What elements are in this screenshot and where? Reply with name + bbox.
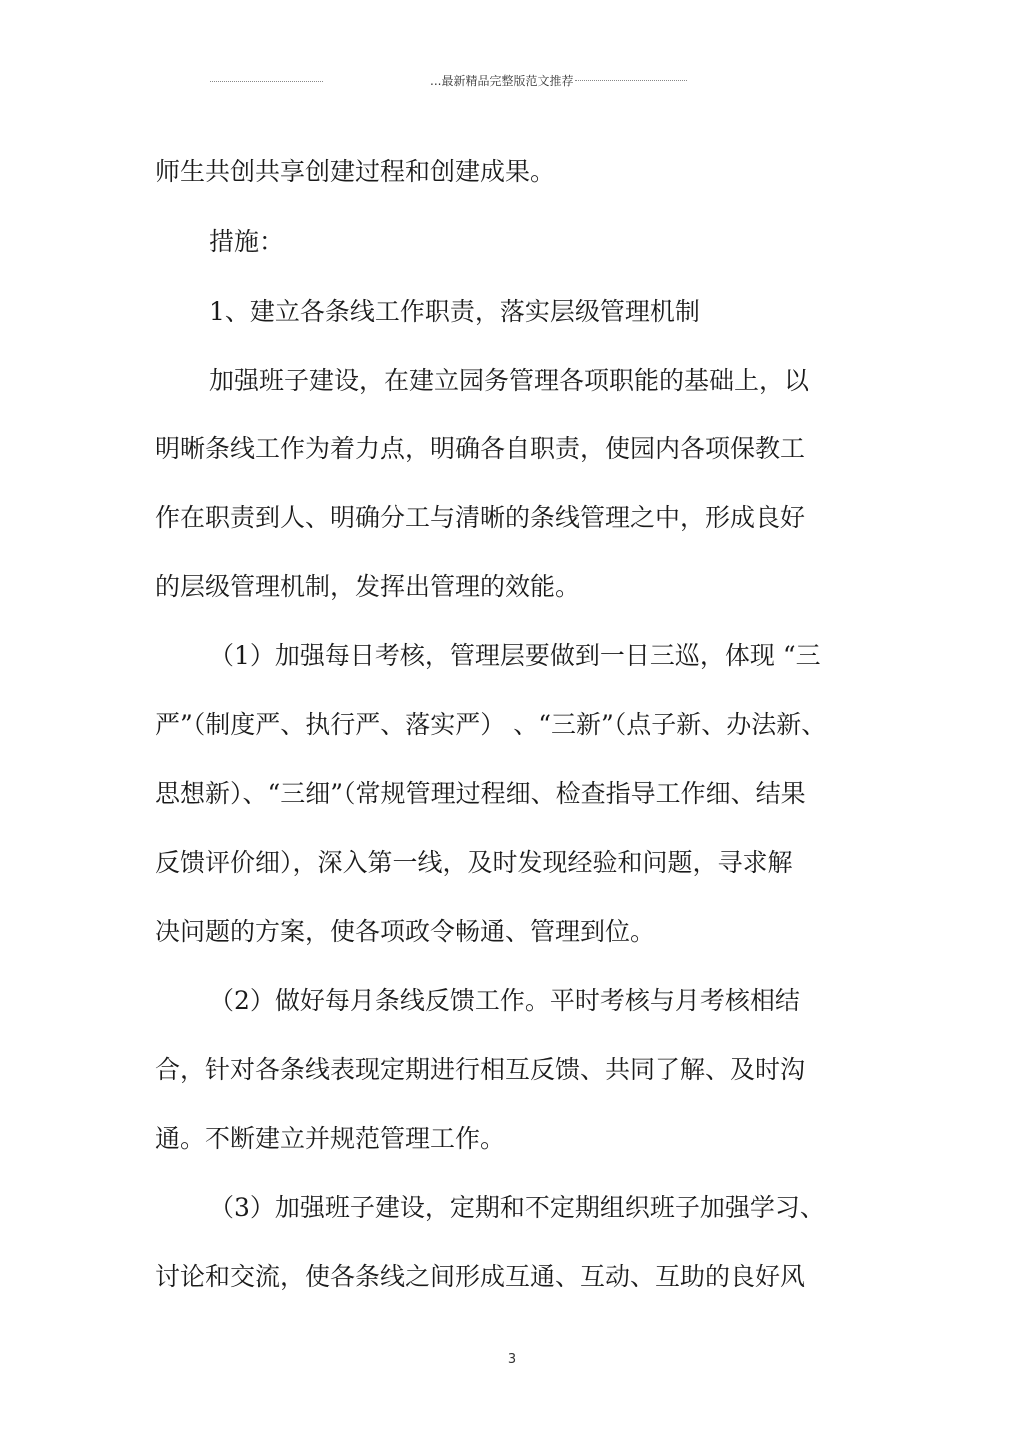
- text-line: 的层级管理机制，发挥出管理的效能。: [155, 572, 581, 601]
- page-header: [430, 72, 687, 89]
- text-line: 严”（制度严、执行严、落实严） 、“三新”（点子新、办法新、: [155, 710, 827, 739]
- text-line: （3）加强班子建设，定期和不定期组织班子加强学习、: [209, 1193, 825, 1222]
- text-line: 师生共创共享创建过程和创建成果。: [155, 157, 556, 186]
- text-line: （1）加强每日考核，管理层要做到一日三巡，体现 “三: [209, 641, 821, 670]
- header-title: ...最新精品完整版范文推荐: [430, 74, 574, 88]
- text-line: （2）做好每月条线反馈工作。平时考核与月考核相结: [209, 986, 800, 1015]
- text-line: 讨论和交流，使各条线之间形成互通、互动、互助的良好风: [155, 1262, 806, 1291]
- text-line: 通。不断建立并规范管理工作。: [155, 1124, 506, 1153]
- header-left-rule: [210, 81, 323, 82]
- text-line: 反馈评价细），深入第一线，及时发现经验和问题，寻求解: [155, 848, 793, 877]
- section-heading: 1、建立各条线工作职责，落实层级管理机制: [209, 297, 700, 326]
- header-right-rule: [575, 80, 687, 81]
- text-line: 措施：: [209, 227, 285, 256]
- text-line: 加强班子建设，在建立园务管理各项职能的基础上，以: [209, 366, 810, 395]
- text-line: 合，针对各条线表现定期进行相互反馈、共同了解、及时沟: [155, 1055, 806, 1084]
- text-line: 作在职责到人、明确分工与清晰的条线管理之中，形成良好: [155, 503, 806, 532]
- page-number: 3: [507, 1352, 517, 1367]
- text-line: 决问题的方案，使各项政令畅通、管理到位。: [155, 917, 656, 946]
- text-line: 明晰条线工作为着力点，明确各自职责，使园内各项保教工: [155, 434, 806, 463]
- text-line: 思想新）、“三细”（常规管理过程细、检查指导工作细、结果: [155, 779, 806, 808]
